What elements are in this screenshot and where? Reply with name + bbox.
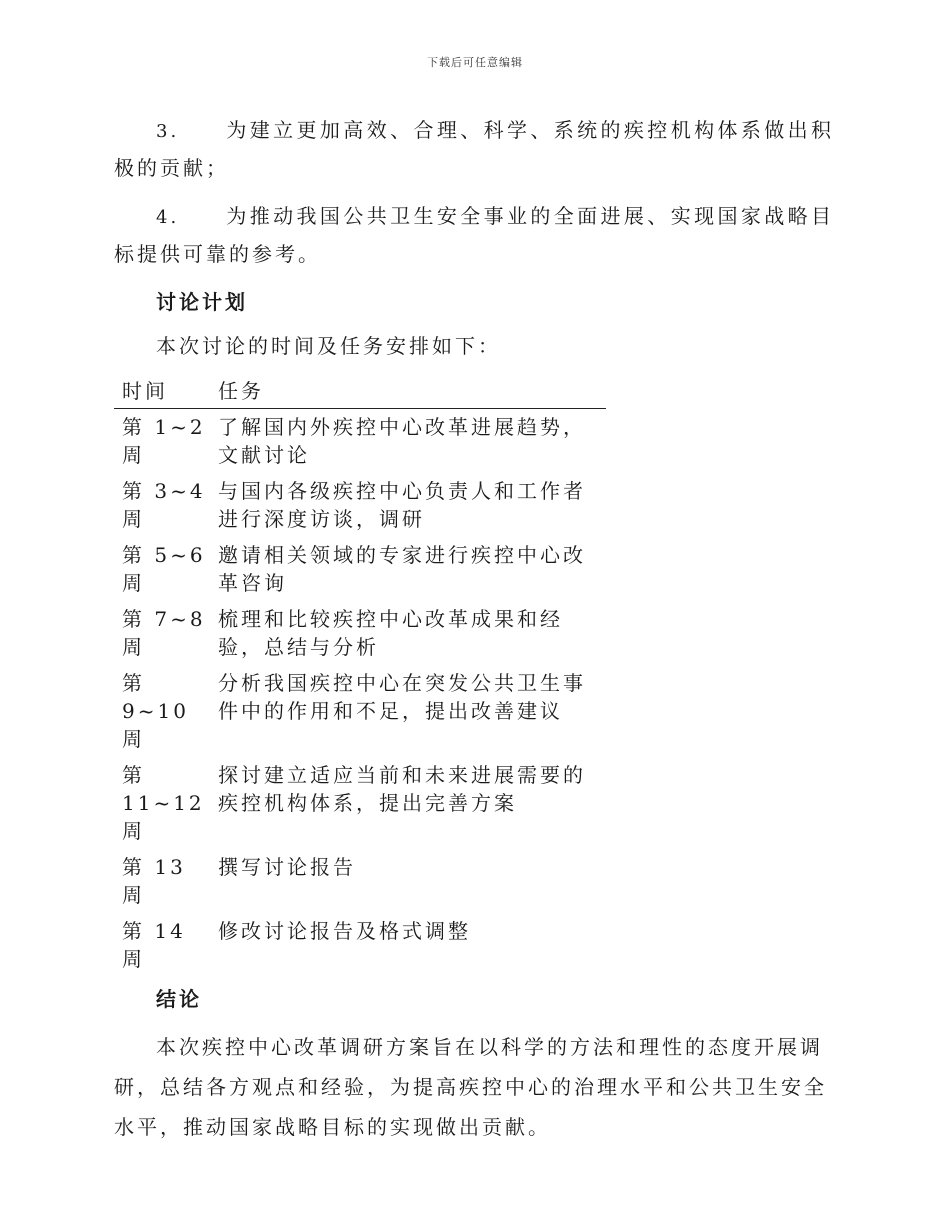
table-row (114, 913, 606, 977)
cell-time: 第 3~4 周 (122, 479, 206, 531)
table-row (114, 665, 606, 757)
cell-task: 邀请相关领域的专家进行疾控中心改革咨询 (218, 543, 586, 595)
table-row (114, 757, 606, 849)
table-row (114, 473, 606, 537)
cell-task: 探讨建立适应当前和未来进展需要的疾控机构体系，提出完善方案 (218, 763, 586, 815)
list-item (114, 112, 834, 186)
column-header-time: 时间 (114, 374, 210, 409)
cell-task: 与国内各级疾控中心负责人和工作者进行深度访谈，调研 (218, 479, 586, 531)
cell-task: 梳理和比较疾控中心改革成果和经验，总结与分析 (218, 607, 563, 659)
list-item-text: 为推动我国公共卫生安全事业的全面进展、实现国家战略目标提供可靠的参考。 (114, 204, 834, 266)
cell-task: 撰写讨论报告 (218, 855, 356, 879)
cell-time: 第 11~12 周 (122, 763, 205, 843)
list-item-number: 3. (156, 121, 180, 142)
cell-time: 第 14 周 (122, 919, 186, 971)
cell-task: 修改讨论报告及格式调整 (218, 919, 471, 943)
table-row (114, 849, 606, 913)
section-heading-plan: 讨论计划 (156, 290, 248, 314)
list-item (114, 198, 834, 272)
header-note: 下载后可任意编辑 (427, 56, 523, 69)
cell-time: 第 5~6 周 (122, 543, 206, 595)
table-row (114, 601, 606, 665)
cell-task: 了解国内外疾控中心改革进展趋势，文献讨论 (218, 415, 586, 467)
section-heading-conclusion: 结论 (156, 987, 202, 1011)
plan-intro: 本次讨论的时间及任务安排如下： (156, 334, 501, 358)
cell-task: 分析我国疾控中心在突发公共卫生事件中的作用和不足，提出改善建议 (218, 671, 586, 723)
column-header-task: 任务 (210, 374, 606, 409)
cell-time: 第 1~2 周 (122, 415, 206, 467)
list-item-text: 为建立更加高效、合理、科学、系统的疾控机构体系做出积极的贡献； (114, 118, 834, 180)
table-row (114, 409, 606, 474)
cell-time: 第 13 周 (122, 855, 186, 907)
conclusion-text: 本次疾控中心改革调研方案旨在以科学的方法和理性的态度开展调研，总结各方观点和经验，为提高疾控中心的治理水平和公共卫生安全水平，推动国家战略目标的实现做出贡献。 (114, 1035, 827, 1139)
table-header-row (114, 374, 606, 409)
cell-time: 第 9~10 周 (122, 671, 189, 751)
table-row (114, 537, 606, 601)
document-body (114, 112, 834, 1147)
schedule-table (114, 374, 606, 977)
list-item-number: 4. (156, 207, 180, 228)
cell-time: 第 7~8 周 (122, 607, 206, 659)
